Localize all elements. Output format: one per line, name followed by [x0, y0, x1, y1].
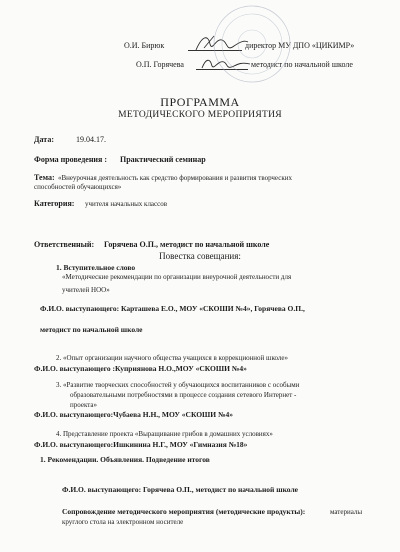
form-label: Форма проведения : — [34, 155, 108, 164]
approver2-title: методист по начальной школе — [251, 60, 353, 69]
agenda-item-5-title: 1. Рекомендации. Объявления. Подведение итогов — [40, 455, 210, 464]
approver2-initials: О.П. Горячева — [136, 60, 184, 69]
agenda-item-1-title: 1. Вступительное слово — [56, 263, 136, 272]
agenda-item-2-speaker: Ф.И.О. выступающего :Куприянова Н.О.,МОУ «СКОШИ №4» — [34, 364, 247, 373]
official-stamp — [210, 2, 294, 86]
responsible-label: Ответственный: — [34, 240, 95, 249]
agenda-item-4-title: 4. Представление проекта «Выращивание грибов в домашних условиях» — [56, 430, 273, 438]
date-value: 19.04.17. — [76, 135, 106, 144]
program-title: ПРОГРАММА — [160, 95, 240, 109]
date-label: Дата: — [34, 135, 54, 144]
category-value: учителя начальных классов — [85, 200, 168, 208]
agenda-heading: Повестка совещания: — [159, 251, 241, 261]
theme-value-line1: «Внеурочная деятельность как средство формирования и развития творческих — [58, 174, 292, 182]
theme-value-line2: способностей обучающихся» — [34, 183, 122, 191]
category-label: Категория: — [34, 199, 75, 208]
approver1-initials: О.И. Бирюк — [124, 41, 165, 50]
agenda-item-3-line3: проекта» — [70, 401, 97, 409]
agenda-item-1-speaker-line2: методист по начальной школе — [40, 325, 143, 334]
responsible-value: Горячева О.П., методист по начальной школе — [104, 240, 270, 249]
agenda-item-1-topic-line1: «Методические рекомендации по организации внеурочной деятельности для — [62, 273, 292, 281]
program-subtitle: МЕТОДИЧЕСКОГО МЕРОПРИЯТИЯ — [118, 110, 282, 120]
agenda-item-5-speaker: Ф.И.О. выступающего: Горячева О.П., методист по начальной школе — [62, 485, 298, 494]
theme-label: Тема: — [34, 173, 55, 182]
support-value-line1: материалы — [330, 508, 363, 516]
agenda-item-1-topic-line2: учителей НОО» — [62, 286, 110, 294]
support-value-line2: круглого стола на электронном носителе — [62, 518, 184, 526]
agenda-item-4-speaker: Ф.И.О. выступающего:Ишкинина Н.Г., МОУ «Гимназия №18» — [34, 440, 248, 449]
support-label: Сопровождение методического мероприятия (методические продукты): — [62, 507, 306, 516]
agenda-item-1-speaker-line1: Ф.И.О. выступающего: Карташева Е.О., МОУ «СКОШИ №4», Горячева О.П., — [40, 304, 305, 313]
agenda-item-3-line2: образовательными потребностями в процессе создания сетевого Интернет - — [70, 391, 297, 399]
agenda-item-3-line1: 3. «Развитие творческих способностей у обучающихся воспитанников с особыми — [56, 381, 300, 389]
form-value: Практический семинар — [120, 155, 206, 164]
agenda-item-2-title: 2. «Опыт организации научного общества учащихся в коррекционной школе» — [56, 354, 288, 362]
approver1-title: директор МУ ДПО «ЦИКИМР» — [245, 41, 355, 50]
agenda-item-3-speaker: Ф.И.О. выступающего:Чубаева Н.Н., МОУ «СКОШИ №4» — [34, 410, 234, 419]
